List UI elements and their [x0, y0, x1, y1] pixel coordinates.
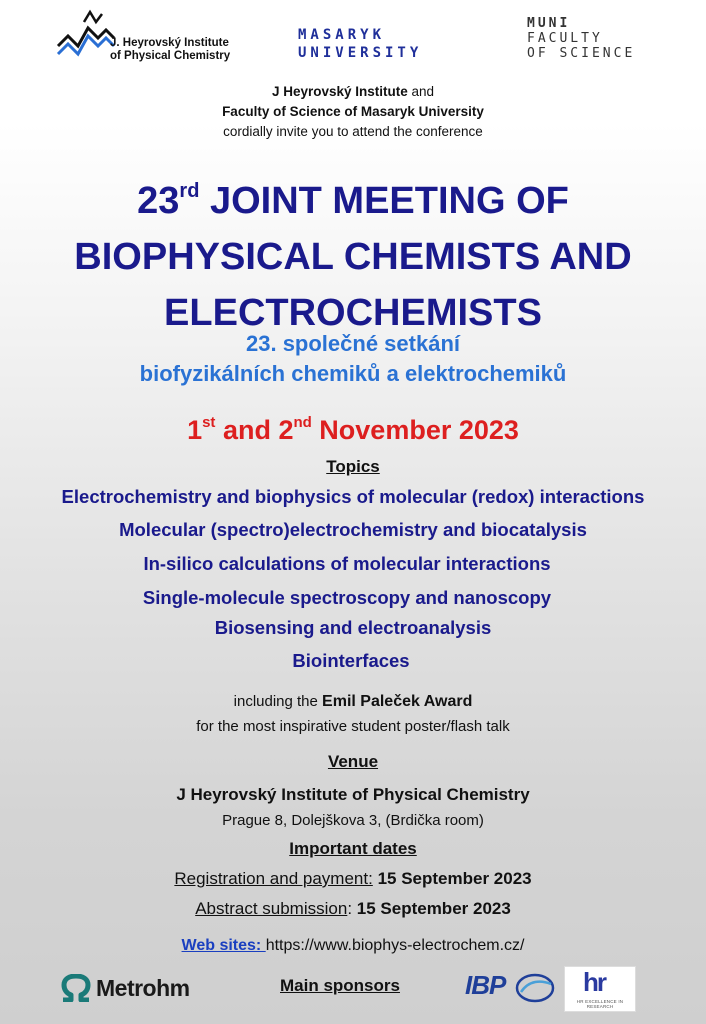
- registration-date: 15 September 2023: [377, 869, 532, 888]
- hr-excellence-logo: [564, 966, 636, 1012]
- intro-line3: cordially invite you to attend the conference: [223, 124, 483, 139]
- web-sites-url[interactable]: https://www.biophys-electrochem.cz/: [265, 937, 525, 954]
- ibp-wordmark: IBP: [465, 970, 506, 1000]
- masaryk-logo-line2: UNIVERSITY: [298, 45, 423, 61]
- abstract-date: 15 September 2023: [356, 899, 511, 918]
- muni-logo-line3: OF SCIENCE: [527, 46, 636, 61]
- main-sponsors-label: Main sponsors: [280, 976, 400, 995]
- title-number: 23: [137, 180, 180, 222]
- masaryk-logo-line1: MASARYK: [298, 27, 386, 43]
- conference-title: [0, 163, 706, 341]
- intro-line2: Faculty of Science of Masaryk University: [222, 104, 484, 119]
- intro-and: and: [407, 84, 435, 99]
- muni-logo-line2: FACULTY: [527, 31, 603, 46]
- topic-item: Biointerfaces: [292, 650, 410, 671]
- ibp-swirl-icon: [513, 970, 557, 1006]
- title-ordinal: rd: [179, 180, 200, 202]
- date-rest: November 2023: [311, 415, 519, 445]
- topic-item: Biosensing and electroanalysis: [214, 617, 492, 638]
- abstract-separator: :: [347, 899, 357, 918]
- heyrovsky-institute-logo: [56, 8, 256, 68]
- web-sites: [0, 934, 706, 958]
- metrohm-logo: [60, 970, 190, 1006]
- venue-address: Prague 8, Dolejškova 3, (Brdička room): [222, 812, 484, 829]
- intro-line1: [0, 82, 706, 102]
- important-dates-heading: Important dates: [289, 839, 417, 858]
- subtitle-line1: 23. společné setkání: [246, 331, 460, 356]
- muni-faculty-of-science-logo: [527, 16, 635, 61]
- title-line2: BIOPHYSICAL CHEMISTS AND: [74, 236, 632, 278]
- registration-deadline: [0, 867, 706, 891]
- date-middle: and 2: [215, 415, 294, 445]
- award-prefix: including the: [233, 693, 323, 710]
- heyrovsky-wave-icon: [56, 8, 116, 66]
- metrohm-wordmark: Metrohm: [96, 974, 190, 1001]
- date-day2-suffix: nd: [293, 414, 312, 431]
- title-line1: [0, 163, 706, 229]
- topic-item: Molecular (spectro)electrochemistry and biocatalysis: [119, 519, 587, 540]
- topic-item: Single-molecule spectroscopy and nanoscopy: [142, 587, 552, 608]
- masaryk-university-logo: [298, 26, 422, 62]
- venue-heading: Venue: [327, 752, 379, 771]
- award-line: [0, 691, 706, 713]
- czech-subtitle: [0, 329, 706, 389]
- intro-institute: J Heyrovský Institute: [271, 84, 408, 99]
- web-sites-label: Web sites:: [181, 937, 266, 954]
- conference-dates: [0, 406, 706, 447]
- invitation-intro: [0, 82, 706, 142]
- heyrovsky-logo-line2: of Physical Chemistry: [110, 50, 231, 62]
- hr-caption: HR EXCELLENCE IN RESEARCH: [576, 999, 624, 1009]
- muni-logo-line1: MUNI: [527, 16, 571, 31]
- ibp-logo: [465, 966, 557, 1008]
- topic-item: In-silico calculations of molecular interactions: [143, 553, 551, 574]
- heyrovsky-logo-line1: J. Heyrovský Institute: [110, 37, 229, 49]
- abstract-label: Abstract submission: [195, 899, 348, 918]
- award-name: Emil Paleček Award: [322, 693, 473, 710]
- metrohm-omega-icon: [60, 974, 92, 1002]
- hr-wordmark: hr: [583, 967, 605, 997]
- topic-item: Electrochemistry and biophysics of molecular (redox) interactions: [61, 486, 645, 507]
- subtitle-line2: biofyzikálních chemiků a elektrochemiků: [139, 361, 567, 386]
- venue-name: J Heyrovský Institute of Physical Chemistry: [176, 785, 530, 804]
- topics-heading: Topics: [326, 457, 380, 476]
- registration-label: Registration and payment:: [174, 869, 373, 888]
- title-line1-rest: JOINT MEETING OF: [199, 180, 569, 222]
- date-day1-suffix: st: [202, 414, 216, 431]
- title-line3: ELECTROCHEMISTS: [164, 292, 542, 334]
- award-description: for the most inspirative student poster/flash talk: [196, 718, 510, 735]
- abstract-deadline: [0, 897, 706, 921]
- date-day1: 1: [187, 415, 203, 445]
